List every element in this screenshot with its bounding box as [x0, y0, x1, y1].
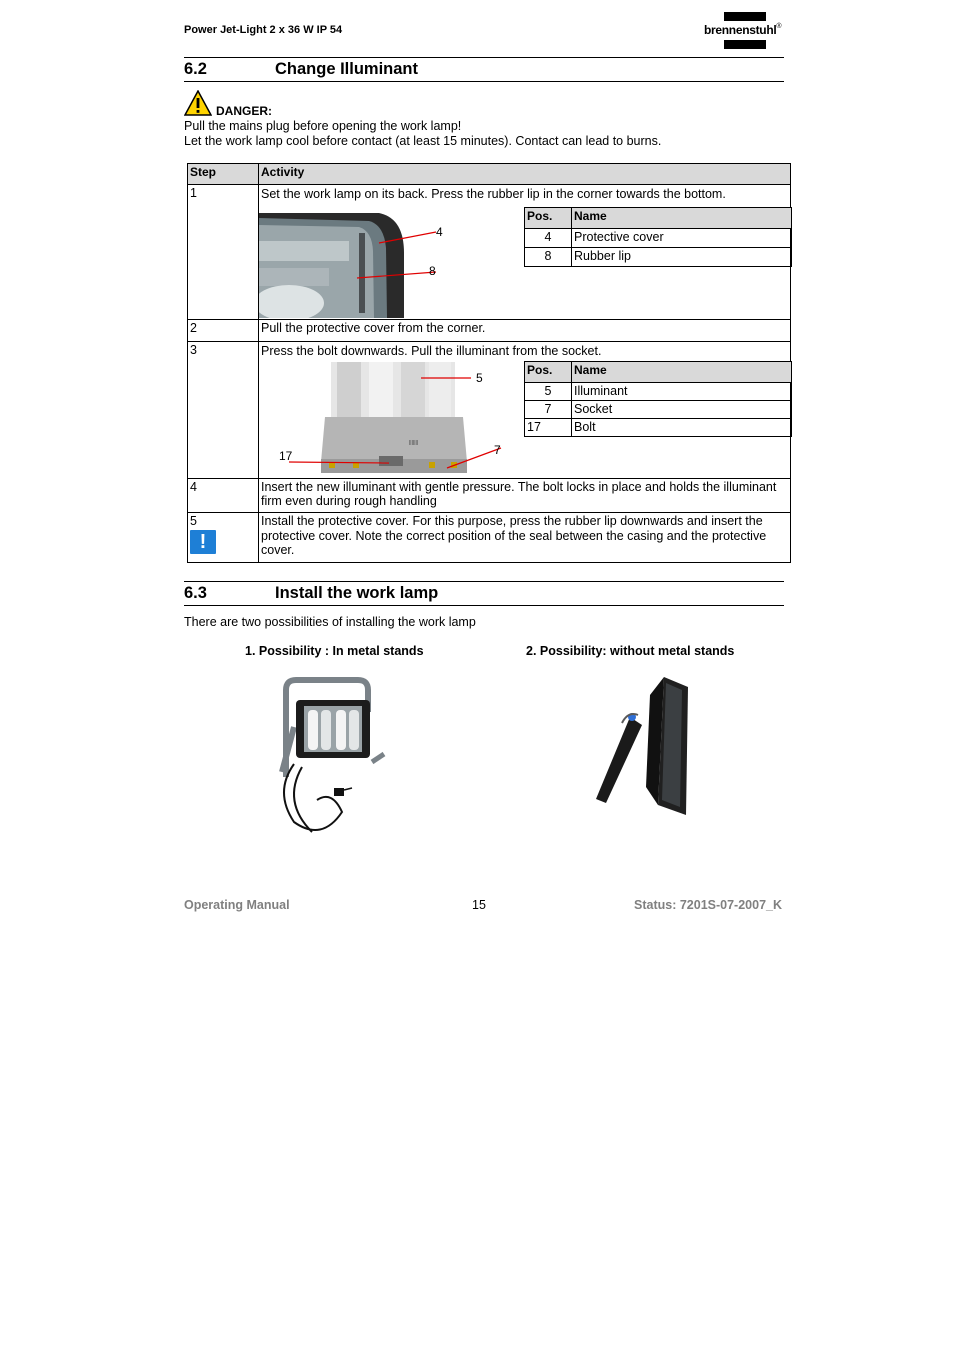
section-title: Change Illuminant	[275, 60, 419, 78]
install-intro: There are two possibilities of installing the work lamp	[184, 615, 476, 629]
position-table: Pos. Name 4 Protective cover 8 Rubber lip	[524, 207, 792, 267]
column-header-step: Step	[188, 164, 259, 185]
step-activity: Set the work lamp on its back. Press the rubber lip in the corner towards the bottom.	[261, 187, 726, 201]
page-number: 15	[472, 898, 486, 912]
brand-registered-mark: ®	[776, 23, 782, 30]
step-number: 1	[188, 185, 259, 320]
brand-logo	[704, 12, 788, 50]
list-item: 8 Rubber lip	[525, 248, 792, 267]
step-activity: Insert the new illuminant with gentle pressure. The bolt locks in place and holds the illuminant firm even during rough handling	[259, 479, 791, 513]
column-header-activity: Activity	[259, 164, 791, 185]
option-1-label: 1. Possibility : In metal stands	[245, 644, 424, 658]
list-item: 7 Socket	[525, 401, 792, 419]
svg-text:|||||||: |||||||	[409, 440, 419, 446]
step-number: 2	[188, 320, 259, 342]
table-row	[188, 320, 791, 342]
option-2-label: 2. Possibility: without metal stands	[526, 644, 735, 658]
danger-line-2: Let the work lamp cool before contact (at least 15 minutes). Contact can lead to burns.	[184, 134, 662, 148]
section-heading-6-2	[184, 60, 418, 79]
steps-table	[187, 163, 791, 563]
callout-label: 5	[476, 371, 483, 385]
step-activity: Press the bolt downwards. Pull the illuminant from the socket.	[261, 344, 602, 358]
section-rule	[184, 605, 784, 606]
step-activity: Pull the protective cover from the corner.	[259, 320, 791, 342]
callout-label: 4	[436, 225, 443, 239]
list-item: 4 Protective cover	[525, 229, 792, 248]
table-row	[188, 185, 791, 320]
danger-line-1: Pull the mains plug before opening the work lamp!	[184, 119, 462, 133]
callout-label: 8	[429, 264, 436, 278]
callout-label: 7	[494, 443, 501, 457]
footer-left: Operating Manual	[184, 898, 290, 912]
list-item: 17 Bolt	[525, 419, 792, 437]
danger-label: DANGER:	[216, 104, 272, 118]
step-number: 3	[188, 342, 259, 479]
section-heading-6-3	[184, 584, 438, 603]
section-rule	[184, 581, 784, 582]
section-number: 6.3	[184, 584, 207, 602]
section-number: 6.2	[184, 60, 207, 78]
step-number: 4	[188, 479, 259, 513]
lamp-in-metal-stand-photo	[272, 672, 388, 838]
section-rule	[184, 81, 784, 82]
list-item: 5 Illuminant	[525, 383, 792, 401]
callout-label: 17	[279, 449, 293, 463]
lamp-without-stand-photo	[594, 675, 690, 817]
warning-triangle-icon	[184, 90, 212, 116]
table-row	[188, 513, 791, 563]
step-activity: Install the protective cover. For this purpose, press the rubber lip downwards and insert the protective cover. Note the correct position of the seal between the casing and the protective cover.	[259, 513, 791, 563]
document-title: Power Jet-Light 2 x 36 W IP 54	[184, 24, 343, 36]
position-table: Pos. Name 5 Illuminant 7 Socket 17 Bolt	[524, 361, 792, 437]
callout-lines-step1	[349, 225, 441, 295]
section-title: Install the work lamp	[275, 584, 439, 602]
footer-right: Status: 7201S-07-2007_K	[634, 898, 782, 912]
step-number: 5	[190, 514, 197, 528]
table-row	[188, 479, 791, 513]
header-rule	[184, 57, 784, 58]
table-row	[188, 342, 791, 479]
brand-name: brennenstuhl	[704, 23, 777, 37]
exclamation-icon: !	[190, 530, 216, 554]
